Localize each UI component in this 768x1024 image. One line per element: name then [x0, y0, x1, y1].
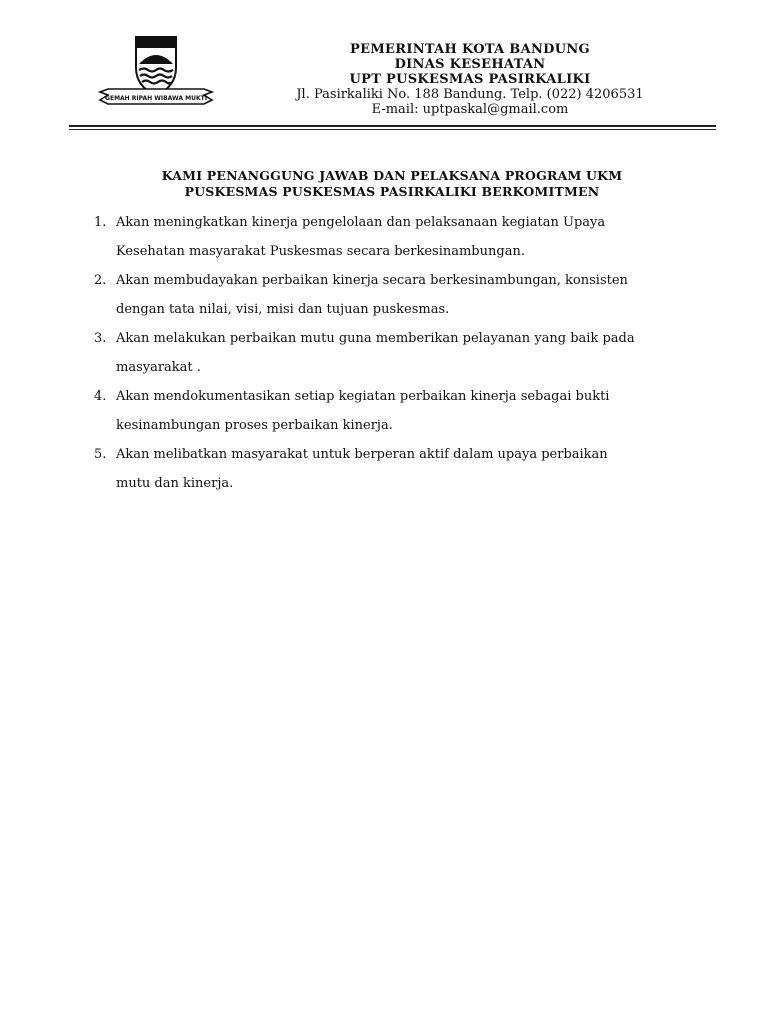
- item-number: 2.: [94, 273, 107, 288]
- item-text: Akan meningkatkan kinerja pengelolaan dan pelaksanaan kegiatan Upaya Kesehatan masyarakat Puskesmas secara berkesinambungan.: [116, 215, 606, 259]
- list-item: [94, 440, 714, 498]
- letterhead-divider-thin: [69, 129, 716, 130]
- item-number: 5.: [94, 447, 107, 462]
- address-line: Jl. Pasirkaliki No. 188 Bandung. Telp. (022) 4206531: [296, 87, 644, 102]
- letterhead: [240, 42, 700, 117]
- list-item: [94, 324, 714, 382]
- item-text: Akan mendokumentasikan setiap kegiatan perbaikan kinerja sebagai bukti kesinambungan proses perbaikan kinerja.: [116, 389, 610, 433]
- letterhead-divider-thick: [69, 125, 716, 127]
- item-text: Akan melakukan perbaikan mutu guna memberikan pelayanan yang baik pada masyarakat .: [116, 331, 635, 375]
- title-line-2: PUSKESMAS PUSKESMAS PASIRKALIKI BERKOMITMEN: [184, 184, 600, 199]
- item-text: Akan melibatkan masyarakat untuk berperan aktif dalam upaya perbaikan mutu dan kinerja.: [116, 447, 608, 491]
- document-title: [92, 168, 692, 200]
- institution-name: UPT PUSKESMAS PASIRKALIKI: [349, 72, 591, 87]
- list-item: [94, 266, 714, 324]
- list-item: [94, 208, 714, 266]
- commitment-list: [94, 208, 714, 498]
- item-text: Akan membudayakan perbaikan kinerja secara berkesinambungan, konsisten dengan tata nilai, visi, misi dan tujuan puskesmas.: [116, 273, 628, 317]
- logo-motto: GEMAH RIPAH WIBAWA MUKTI: [105, 95, 207, 102]
- government-name: PEMERINTAH KOTA BANDUNG: [350, 42, 590, 57]
- bandung-city-crest-icon: [96, 34, 216, 108]
- list-item: [94, 382, 714, 440]
- item-number: 1.: [94, 215, 107, 230]
- title-line-1: KAMI PENANGGUNG JAWAB DAN PELAKSANA PROGRAM UKM: [161, 168, 623, 183]
- item-number: 3.: [94, 331, 107, 346]
- item-number: 4.: [94, 389, 107, 404]
- department-name: DINAS KESEHATAN: [394, 57, 546, 72]
- email-line: E-mail: uptpaskal@gmail.com: [371, 102, 569, 117]
